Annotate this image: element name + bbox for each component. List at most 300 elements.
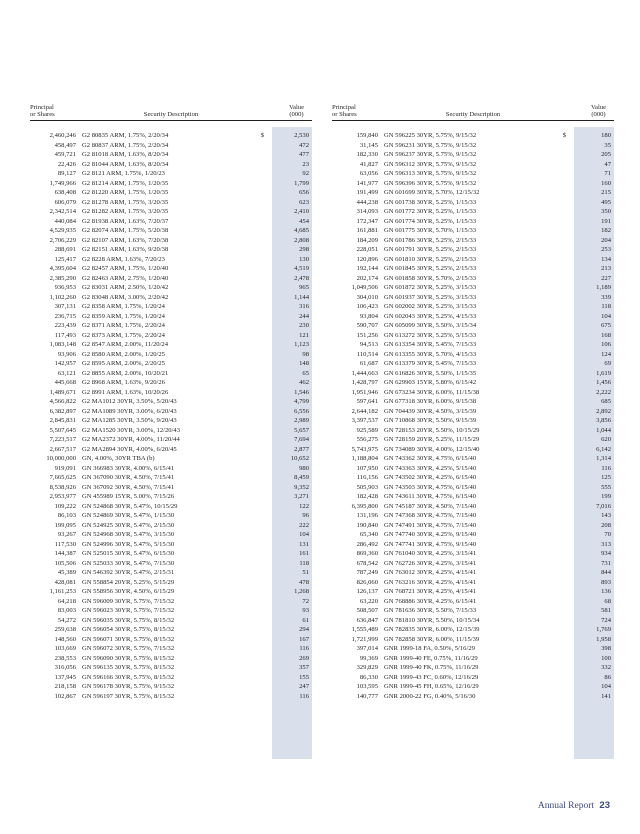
security-description: GN 782835 30YR, 6.00%, 12/15/39 [384,626,480,633]
principal-amount: 141,977 [356,179,378,187]
principal-amount: 2,460,246 [49,132,76,139]
market-value: 160 [601,179,611,187]
value-header [591,104,606,118]
security-description: G2 8580 ARM, 2.00%, 1/20/25 [82,350,165,358]
market-value: 675 [601,322,611,329]
market-value: 4,519 [294,265,309,272]
principal-amount: 86,330 [359,673,378,681]
holding-row [332,692,614,702]
holding-row [332,407,614,417]
currency-symbol: $ [260,132,264,139]
holding-row [30,435,312,445]
holding-row [30,397,312,407]
market-value: 51 [302,569,309,576]
market-value: 462 [299,379,309,386]
principal-amount: 1,721,999 [351,635,378,643]
market-value: 731 [601,559,611,567]
security-description: GN 367092 30YR, 4.50%, 7/15/41 [82,483,175,491]
holding-row [30,160,312,170]
principal-label: Principal [332,104,356,111]
holding-row [332,131,614,141]
security-description: GN 524868 30YR, 5.47%, 10/15/29 [82,502,178,510]
market-value: 3,856 [596,417,611,424]
principal-amount: 106,423 [356,303,378,310]
principal-amount: 925,589 [356,426,378,434]
market-value: 230 [299,322,309,329]
security-description: GN 596071 30YR, 5.75%, 8/15/32 [82,635,175,643]
holding-row [30,416,312,426]
principal-amount: 440,084 [54,217,76,225]
principal-amount: 444,238 [356,198,378,206]
holding-row [30,131,312,141]
holding-row [332,511,614,521]
holding-row [332,654,614,664]
holding-row [30,188,312,198]
holding-row [30,644,312,654]
principal-amount: 148,560 [54,635,76,643]
security-description: GN 596054 30YR, 5.75%, 8/15/32 [82,626,175,633]
market-value: 623 [299,198,309,206]
market-value: 65 [302,369,309,377]
holding-row [30,426,312,436]
holding-row [332,521,614,531]
principal-amount: 107,950 [356,464,378,472]
market-value: 478 [299,578,309,586]
holding-row [30,302,312,312]
principal-amount: 869,360 [356,550,378,557]
security-description: GN 781636 30YR, 5.50%, 7/15/33 [384,607,477,614]
holding-row [332,464,614,474]
security-description: GN 605099 30YR, 5.50%, 3/15/34 [384,322,477,329]
market-value: 8,459 [294,474,309,481]
holding-row [332,502,614,512]
principal-amount: 86,103 [57,512,76,519]
holding-row [332,435,614,445]
principal-amount: 1,489,671 [49,388,76,396]
market-value: 4,799 [294,398,309,405]
holding-row [332,188,614,198]
security-description: GNR 1999-18 FA, 0.50%, 5/16/29 [384,645,475,652]
market-value: 204 [601,236,611,244]
security-description: GN 524925 30YR, 5.47%, 2/15/30 [82,521,175,529]
security-description: GN 747491 30YR, 4.75%, 7/15/40 [384,521,477,529]
holding-row [332,255,614,265]
principal-amount: 93,906 [57,350,76,358]
security-description: G2 81938 ARM, 1.63%, 7/20/37 [82,217,169,225]
principal-amount: 1,749,966 [49,179,76,187]
holding-row [30,369,312,379]
holding-row [332,198,614,208]
security-description: G2 8855 ARM, 2.00%, 10/20/21 [82,369,169,377]
principal-amount: 142,957 [54,360,76,367]
holding-row [332,359,614,369]
market-value: 2,989 [294,417,309,424]
holding-row [332,378,614,388]
principal-amount: 7,665,625 [49,474,76,481]
market-value: 213 [601,265,611,272]
principal-amount: 459,721 [54,151,76,158]
holding-row [30,492,312,502]
principal-amount: 223,439 [54,322,76,329]
security-description: G2 MA1520 30YR, 3.00%, 12/20/43 [82,426,180,434]
market-value: 23 [302,160,309,168]
market-value: 106 [601,341,611,348]
security-description: GNR 1999-40 FK, 0.75%, 11/16/29 [384,664,479,671]
security-description: G2 8121 ARM, 1.75%, 1/20/23 [82,170,165,177]
page-footer [538,800,610,811]
principal-amount: 64,218 [57,597,76,605]
security-description: GN 762726 30YR, 4.25%, 3/15/41 [384,559,477,567]
principal-amount: 182,330 [356,151,378,158]
market-value: 69 [604,360,611,367]
security-description: GN 601810 30YR, 5.25%, 2/15/33 [384,255,477,263]
security-description: GN 613355 30YR, 5.70%, 4/15/33 [384,350,477,358]
principal-amount: 4,566,822 [49,398,76,405]
market-value: 7,694 [294,436,309,443]
market-value: 125 [601,474,611,481]
market-value: 208 [601,521,611,529]
shares-label: or Shares [332,111,357,119]
holding-row [30,502,312,512]
header-rule [30,120,312,121]
footer-label: Annual Report [537,801,595,811]
security-description: GN 747741 30YR, 4.75%, 9/15/40 [384,540,477,548]
security-description: GN 558854 20YR, 5.25%, 5/15/29 [82,578,175,586]
security-description: GN 768886 30YR, 4.25%, 6/15/41 [384,597,477,605]
security-description: GNR 1999-40 FE, 0.75%, 11/16/29 [384,654,478,662]
security-description: GN 743611 30YR, 4.75%, 6/15/40 [384,493,476,500]
market-value: 1,189 [596,284,611,291]
market-value: 131 [299,540,309,548]
holding-row [332,616,614,626]
security-description: GN 601774 30YR, 5.25%, 1/15/33 [384,217,477,225]
holding-row [332,663,614,673]
principal-amount: 2,845,831 [49,417,76,424]
principal-amount: 120,896 [356,255,378,263]
value-label: Value [288,104,304,111]
holding-row [30,587,312,597]
market-value: 1,619 [596,369,611,377]
value-label: Value [590,104,606,111]
principal-amount: 307,131 [54,303,76,310]
security-description: G2 MA1012 30YR, 3.50%, 5/20/43 [82,398,177,405]
security-description: GNR 1999-45 FH, 0.65%, 12/16/29 [384,683,479,690]
holding-row [30,407,312,417]
market-value: 104 [601,312,611,320]
market-value: 61 [302,616,309,624]
security-description: GN 524968 30YR, 5.47%, 3/15/30 [82,531,175,538]
market-value: 477 [299,151,309,158]
market-value: 104 [601,683,611,690]
market-value: 6,556 [294,407,309,415]
holding-row [332,644,614,654]
security-description: GN 596009 30YR, 5.75%, 7/15/32 [82,597,175,605]
security-description: GNR 2000-22 FG, 0.40%, 5/16/30 [384,692,476,700]
value-unit-label: (000) [591,111,606,119]
holding-row [332,150,614,160]
security-description: G2 8373 ARM, 1.75%, 2/20/24 [82,331,165,339]
market-value: 5,657 [294,426,309,434]
market-value: 182 [601,227,611,234]
principal-amount: 117,493 [54,331,76,339]
holding-row [30,473,312,483]
holding-row [332,426,614,436]
holding-row [30,464,312,474]
principal-amount: 159,840 [356,132,378,139]
principal-amount: 93,267 [57,531,76,538]
principal-amount: 63,220 [359,597,378,605]
principal-amount: 508,507 [356,607,378,614]
principal-amount: 126,137 [356,588,378,595]
market-value: 472 [299,141,309,149]
principal-amount: 4,395,604 [49,265,76,272]
security-description: GN 601775 30YR, 5.70%, 1/15/33 [384,227,477,234]
security-description: GN 596035 30YR, 5.75%, 8/15/32 [82,616,175,624]
principal-amount: 3,397,537 [351,417,378,424]
principal-amount: 445,668 [54,379,76,386]
market-value: 222 [299,521,309,529]
security-description: G2 82463 ARM, 2.75%, 1/20/40 [82,274,169,282]
security-description: GN 601786 30YR, 5.25%, 2/15/33 [384,236,477,244]
holding-row [332,540,614,550]
holding-row [332,587,614,597]
security-description: GN 743363 30YR, 4.25%, 5/15/40 [384,464,477,472]
principal-amount: 202,174 [356,274,378,282]
security-description: GN 761040 30YR, 4.25%, 3/15/41 [384,550,477,557]
principal-amount: 190,840 [356,521,378,529]
holding-row [30,340,312,350]
column-header [332,104,614,120]
holding-row [30,312,312,322]
security-description: GN 601791 30YR, 5.25%, 2/15/33 [384,246,477,253]
market-value: 316 [299,303,309,310]
principal-amount: 826,060 [356,578,378,586]
market-value: 92 [302,170,309,177]
security-description: GN 601858 30YR, 5.70%, 2/15/33 [384,274,477,282]
security-description: GN 710868 30YR, 5.50%, 9/15/39 [384,417,477,424]
security-description: GN 629903 15YR, 5.80%, 6/15/42 [384,379,477,386]
market-value: 71 [604,170,611,177]
market-value: 620 [601,436,611,443]
security-description: GN 546392 30YR, 5.47%, 2/15/31 [82,569,175,576]
holding-row [30,226,312,236]
principal-amount: 31,145 [359,141,378,149]
security-description: GN 596023 30YR, 5.75%, 7/15/32 [82,607,175,614]
holding-row [332,635,614,645]
holding-row [30,616,312,626]
market-value: 116 [601,464,611,472]
market-value: 93 [302,607,309,614]
principal-amount: 172,347 [356,217,378,225]
market-value: 100 [601,654,611,662]
principal-amount: 428,081 [54,578,76,586]
holding-row [332,483,614,493]
holding-row [332,492,614,502]
security-description: G2 82151 ARM, 1.63%, 9/20/38 [82,246,169,253]
principal-amount: 2,953,977 [49,493,76,500]
security-description: GN 734089 30YR, 4.00%, 12/15/40 [384,445,480,453]
principal-amount: 1,188,804 [351,455,378,462]
market-value: 1,314 [596,455,611,462]
holding-row [30,141,312,151]
security-description: GN 596396 30YR, 5.75%, 9/15/32 [384,179,477,187]
market-value: 118 [299,559,309,567]
market-value: 332 [601,664,611,671]
principal-amount: 1,083,148 [49,341,76,348]
principal-amount: 787,249 [356,569,378,576]
holding-row [332,245,614,255]
holding-row [332,549,614,559]
market-value: 205 [601,151,611,158]
holding-row [332,179,614,189]
market-value: 116 [299,645,309,652]
market-value: 2,410 [294,208,309,215]
principal-amount: 102,867 [54,692,76,700]
holding-row [332,312,614,322]
principal-amount: 505,903 [356,483,378,491]
security-description: G2 8991 ARM, 1.63%, 10/20/26 [82,388,169,396]
market-value: 398 [601,645,611,652]
market-value: 581 [601,607,611,614]
holding-row [332,321,614,331]
principal-amount: 236,715 [54,312,76,320]
security-description: G2 82457 ARM, 1.75%, 1/20/40 [82,265,169,272]
market-value: 3,271 [294,493,309,500]
market-value: 180 [601,132,611,139]
security-description: GN 596135 30YR, 5.75%, 8/15/32 [82,664,175,671]
principal-amount: 238,553 [54,654,76,662]
principal-amount: 125,417 [54,255,76,263]
market-value: 1,799 [294,179,309,187]
market-value: 980 [299,464,309,472]
market-value: 244 [299,312,309,320]
security-description: G2 81278 ARM, 1.75%, 3/20/35 [82,198,169,206]
security-description: GN 367090 30YR, 4.50%, 7/15/41 [82,474,175,481]
market-value: 47 [604,160,611,168]
principal-amount: 2,342,514 [49,208,76,215]
market-value: 1,769 [596,626,611,633]
holding-row [30,521,312,531]
principal-amount: 83,003 [57,607,76,614]
principal-amount: 1,444,663 [351,369,378,377]
security-description: GN 743503 30YR, 4.75%, 6/15/40 [384,483,477,491]
market-value: 121 [299,331,309,339]
holding-row [332,673,614,683]
market-value: 104 [299,531,309,538]
principal-amount: 2,667,517 [49,445,76,453]
principal-amount: 103,669 [54,645,76,652]
market-value: 116 [299,692,309,700]
market-value: 2,222 [596,388,611,396]
market-value: 161 [299,550,309,557]
market-value: 294 [299,626,309,633]
principal-amount: 4,529,935 [49,227,76,234]
holding-row [332,236,614,246]
principal-amount: 99,369 [359,654,378,662]
market-value: 96 [302,512,309,519]
security-description: G2 8358 ARM, 1.75%, 1/20/24 [82,303,165,310]
security-description: GN 616826 30YR, 5.50%, 1/15/35 [384,369,477,377]
shares-label: or Shares [30,111,55,119]
market-value: 199 [601,493,611,500]
holding-row [30,530,312,540]
holding-row [30,283,312,293]
market-value: 495 [601,198,611,206]
security-description: GN 601699 30YR, 5.70%, 12/15/32 [384,189,480,196]
market-value: 2,478 [294,274,309,282]
security-description: GN 601845 30YR, 5.25%, 2/15/33 [384,265,477,272]
security-description: G2 80837 ARM, 1.75%, 2/20/34 [82,141,169,149]
security-description: G2 8547 ARM, 2.00%, 11/20/24 [82,341,169,348]
security-description: GN 525033 30YR, 5.47%, 7/15/30 [82,559,175,567]
description-header: Security Description [445,111,501,119]
holding-row [332,217,614,227]
security-description: GN 596072 30YR, 5.75%, 7/15/32 [82,645,175,652]
holding-row [30,540,312,550]
market-value: 555 [601,483,611,491]
security-description: GN 743502 30YR, 4.25%, 6/15/40 [384,474,477,481]
principal-amount: 678,542 [356,559,378,567]
principal-amount: 10,000,000 [46,455,76,462]
holding-row [332,597,614,607]
market-value: 6,142 [596,445,611,453]
principal-amount: 7,223,517 [49,436,76,443]
principal-amount: 1,555,489 [351,626,378,633]
security-description: GN 596178 30YR, 5.75%, 9/15/32 [82,683,175,690]
holding-row [30,217,312,227]
market-value: 98 [302,350,309,358]
security-description: GN 673234 30YR, 6.00%, 11/15/38 [384,388,480,396]
holding-row [30,321,312,331]
holding-row [30,635,312,645]
security-description: G2 MA1285 30YR, 3.50%, 9/20/43 [82,417,177,424]
market-value: 1,546 [294,388,309,396]
holding-row [332,559,614,569]
market-value: 134 [601,255,611,263]
holding-row [30,236,312,246]
principal-amount: 590,707 [356,322,378,329]
market-value: 685 [601,398,611,405]
market-value: 136 [601,588,611,595]
market-value: 72 [302,597,309,605]
principal-amount: 110,514 [356,350,378,358]
principal-amount: 109,222 [54,502,76,510]
holding-row [30,264,312,274]
market-value: 253 [601,246,611,253]
principal-amount: 137,945 [54,673,76,681]
principal-amount: 6,382,897 [49,407,76,415]
market-value: 130 [299,255,309,263]
principal-amount: 5,507,645 [49,426,76,434]
security-description: G2 81044 ARM, 1.63%, 8/20/34 [82,160,169,168]
security-description: GN 596313 30YR, 5.75%, 9/15/32 [384,170,477,177]
security-description: GN 782858 30YR, 6.00%, 11/15/39 [384,635,480,643]
principal-amount: 606,079 [54,198,76,206]
security-description: G2 8595 ARM, 2.00%, 2/20/25 [82,360,165,367]
security-description: GN 455989 15YR, 5.00%, 7/15/26 [82,493,175,500]
holding-row [30,597,312,607]
holding-row [30,350,312,360]
holding-row [30,207,312,217]
holding-row [332,207,614,217]
security-description: GN 525015 30YR, 5.47%, 6/15/30 [82,550,175,557]
principal-amount: 184,209 [356,236,378,244]
market-value: 155 [299,673,309,681]
market-value: 1,044 [596,426,611,434]
security-description: GN 596090 30YR, 5.75%, 8/15/32 [82,654,175,662]
principal-amount: 199,095 [54,521,76,529]
security-description: GN 524869 30YR, 5.47%, 1/15/30 [82,512,175,519]
